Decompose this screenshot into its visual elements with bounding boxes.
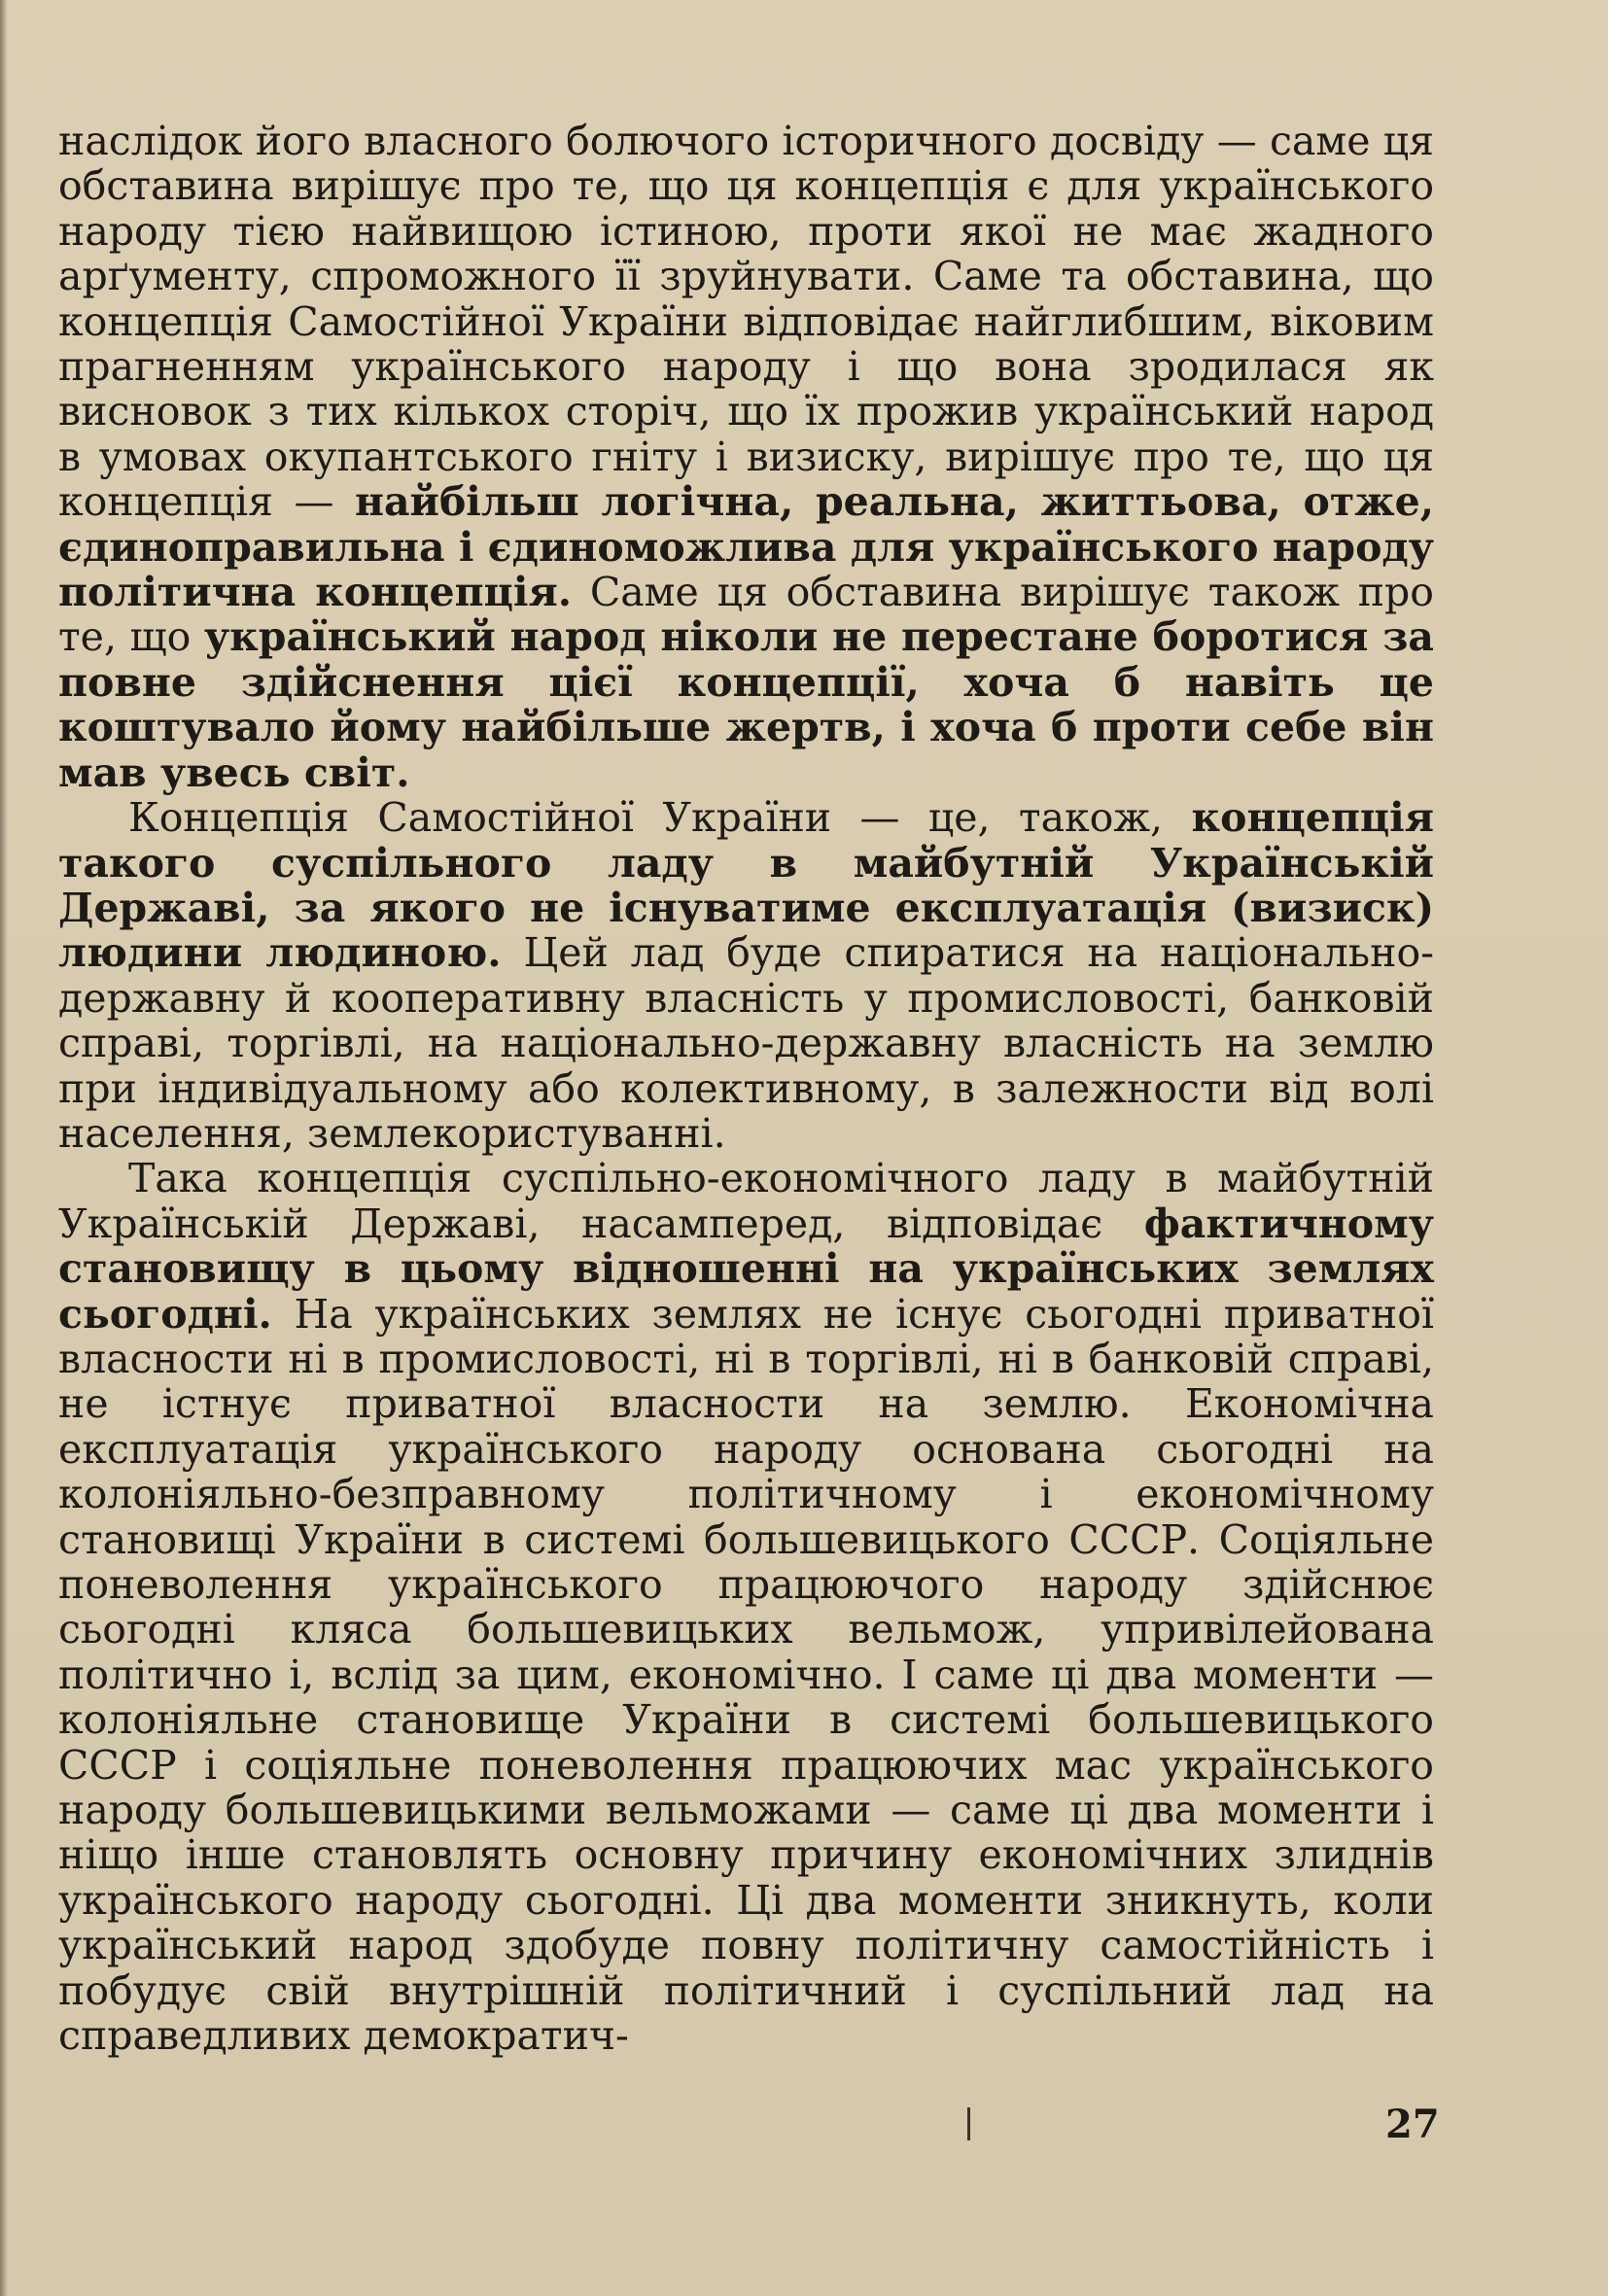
body-text <box>58 119 1434 2058</box>
bold-text-run: український народ ніколи не перестане боротися за повне здійснення цієї концепції, хоча б навіть це коштувало йому найбільше жертв, і хоча б проти себе він мав увесь світ. <box>58 613 1434 796</box>
ink-mark <box>967 2107 970 2140</box>
bold-text-run: концепція такого суспільного ладу в майбутній Українській Державі, за якого не існуватиме експлуатація (визиск) людини людиною. <box>58 794 1434 977</box>
paragraph <box>58 119 1434 795</box>
text-run: наслідок його власного болючого історичного досвіду — саме ця обставина вирішує про те, що ця концепція є для українського народу тією найвищою істиною, проти якої не має жадного арґументу, спроможного її зруйнувати. Саме та обставина, що концепція Самостійної України відповідає найглибшим, віковим прагненням українського народу і що вона зродилася як висновок з тих кількох сторіч, що їх прожив український народ в умовах окупантського гніту і визиску, вирішує про те, що ця концепція — <box>58 118 1434 526</box>
text-run: На українських землях не існує сьогодні приватної власности ні в промисловості, ні в торгівлі, ні в банковій справі, не істнує приватної власности на землю. Економічна експлуатація українського народу основана сьогодні на колоніяльно-безправному політичному і економічному становищі України в системі большевицького СССР. Соціяльне поневолення українського працюючого народу здійснює сьогодні кляса большевицьких вельмож, упривілейована політично і, вслід за цим, економічно. І саме ці два моменти — колоніяльне становище України в системі большевицького СССР і соціяльне поневолення працюючих мас українського народу большевицькими вельможами — саме ці два моменти і ніщо інше становлять основну причину економічних злиднів українського народу сьогодні. Ці два моменти зникнуть, коли український народ здобуде повну політичну самостійність і побудує свій внутрішній політичний і суспільний лад на справедливих демократич- <box>58 1290 1434 2060</box>
bold-text-run: найбільш логічна, реальна, життьова, отже, єдиноправильна і єдиноможлива для українського народу політична концепція. <box>58 478 1434 616</box>
paragraph <box>58 795 1434 1156</box>
page-number: 27 <box>1385 2102 1440 2147</box>
text-run: Концепція Самостійної України — це, також, <box>128 794 1192 842</box>
text-run: Саме ця обставина вирішує також про те, що <box>58 569 1434 661</box>
bold-text-run: фактичному становищу в цьому відношенні на українських землях сьогодні. <box>58 1200 1434 1338</box>
text-run: Така концепція суспільно-економічного ладу в майбутній Українській Державі, насамперед, відповідає <box>58 1155 1434 1247</box>
text-run: Цей лад буде спиратися на національно-державну й кооперативну власність у промисловості, банковій справі, торгівлі, на національно-державну власність на землю при індивідуальному або колективному, в залежности від волі населення, землекористуванні. <box>58 929 1434 1157</box>
paragraph <box>58 1156 1434 2058</box>
